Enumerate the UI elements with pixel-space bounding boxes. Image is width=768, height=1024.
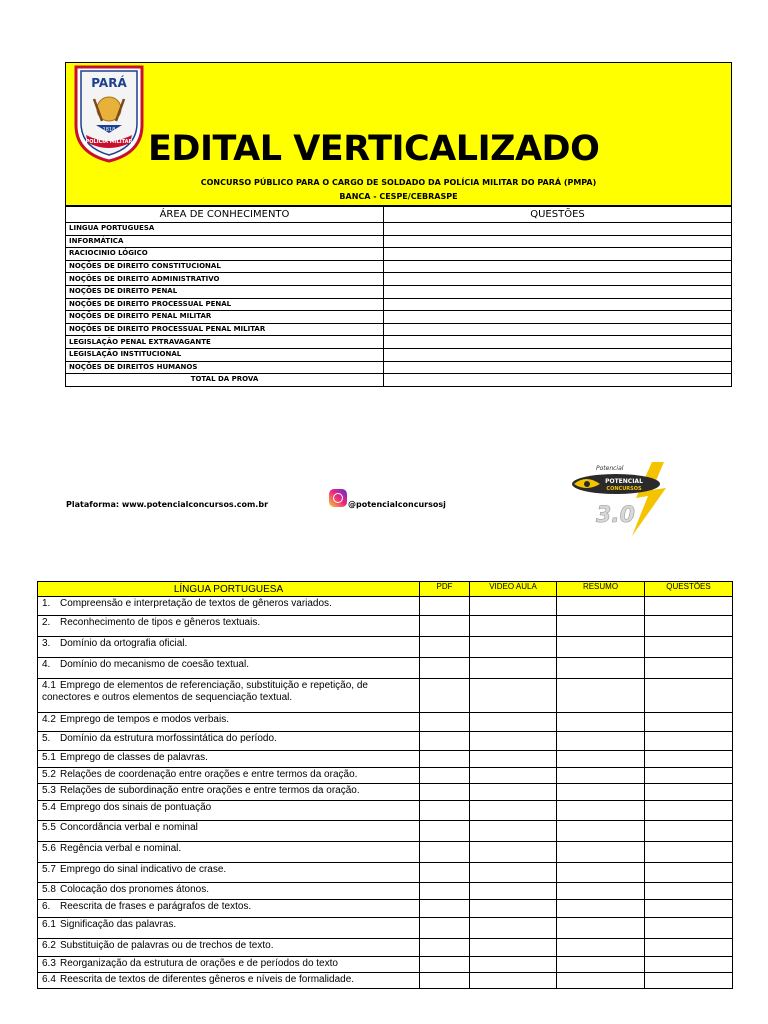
topic-text: Reorganização da estrutura de orações e de períodos do texto	[60, 958, 338, 969]
pdf-check[interactable]	[420, 637, 470, 658]
video-check[interactable]	[470, 957, 557, 973]
area-cell: NOÇÕES DE DIREITO PENAL MILITAR	[66, 311, 384, 324]
topic-cell	[38, 973, 420, 989]
summary-check[interactable]	[557, 939, 645, 957]
topic-number: 4.	[42, 659, 51, 670]
questions-check[interactable]	[645, 768, 733, 784]
questions-check[interactable]	[645, 918, 733, 939]
area-header: ÁREA DE CONHECIMENTO	[66, 207, 384, 223]
crest-text: PARÁ	[91, 76, 127, 90]
table-row	[66, 273, 732, 286]
pdf-check[interactable]	[420, 597, 470, 616]
table-row	[38, 900, 733, 918]
questions-check[interactable]	[645, 784, 733, 801]
table-row	[66, 248, 732, 261]
video-check[interactable]	[470, 616, 557, 637]
questions-check[interactable]	[645, 616, 733, 637]
topic-cell	[38, 863, 420, 883]
topic-cell	[38, 883, 420, 900]
questions-cell[interactable]	[384, 361, 732, 374]
topic-number: 5.3	[42, 785, 56, 796]
questions-check[interactable]	[645, 821, 733, 842]
table-row	[38, 637, 733, 658]
questions-check[interactable]	[645, 957, 733, 973]
topic-number: 5.2	[42, 769, 56, 780]
topic-text: Reconhecimento de tipos e gêneros textuais.	[60, 617, 261, 628]
area-cell: LEGISLAÇÃO INSTITUCIONAL	[66, 348, 384, 361]
total-cell[interactable]	[384, 374, 732, 387]
summary-check[interactable]	[557, 801, 645, 821]
summary-check[interactable]	[557, 957, 645, 973]
video-check[interactable]	[470, 900, 557, 918]
questions-check[interactable]	[645, 900, 733, 918]
pdf-check[interactable]	[420, 918, 470, 939]
table-row	[38, 768, 733, 784]
area-cell: NOÇÕES DE DIREITO PROCESSUAL PENAL	[66, 298, 384, 311]
pdf-check[interactable]	[420, 732, 470, 751]
summary-check[interactable]	[557, 637, 645, 658]
logo-name-1: POTENCIAL	[605, 478, 643, 485]
topic-text: Emprego dos sinais de pontuação	[60, 802, 212, 813]
pdf-header: PDF	[420, 582, 470, 597]
topic-text: Emprego de tempos e modos verbais.	[60, 714, 229, 725]
table-row	[66, 260, 732, 273]
pdf-check[interactable]	[420, 713, 470, 732]
page-title: EDITAL VERTICALIZADO	[148, 129, 600, 169]
instagram-handle[interactable]: @potencialconcursosj	[348, 500, 446, 509]
logo-name-2: CONCURSOS	[606, 486, 642, 492]
table-row	[66, 336, 732, 349]
pdf-check[interactable]	[420, 784, 470, 801]
logo-version: 3.0	[596, 503, 635, 528]
questions-check[interactable]	[645, 842, 733, 863]
summary-check[interactable]	[557, 863, 645, 883]
questions-cell[interactable]	[384, 285, 732, 298]
questions-header: QUESTÕES	[645, 582, 733, 597]
topic-number: 5.8	[42, 884, 56, 895]
area-cell: INFORMÁTICA	[66, 235, 384, 248]
table-row	[38, 973, 733, 989]
summary-check[interactable]	[557, 784, 645, 801]
video-check[interactable]	[470, 863, 557, 883]
pdf-check[interactable]	[420, 957, 470, 973]
video-check[interactable]	[470, 597, 557, 616]
summary-check[interactable]	[557, 768, 645, 784]
pdf-check[interactable]	[420, 821, 470, 842]
area-cell: NOÇÕES DE DIREITO PENAL	[66, 285, 384, 298]
summary-check[interactable]	[557, 751, 645, 768]
questions-cell[interactable]	[384, 311, 732, 324]
pdf-check[interactable]	[420, 973, 470, 989]
topic-number: 6.	[42, 901, 51, 912]
table-row	[38, 842, 733, 863]
questions-check[interactable]	[645, 973, 733, 989]
topic-text: Relações de coordenação entre orações e entre termos da oração.	[60, 769, 358, 780]
video-check[interactable]	[470, 637, 557, 658]
video-check[interactable]	[470, 679, 557, 713]
summary-check[interactable]	[557, 658, 645, 679]
questions-header: QUESTÕES	[384, 207, 732, 223]
questions-cell[interactable]	[384, 273, 732, 286]
logo-top-text: Potencial	[596, 465, 624, 472]
topic-text: Compreensão e interpretação de textos de gêneros variados.	[60, 598, 332, 609]
video-check[interactable]	[470, 939, 557, 957]
video-check[interactable]	[470, 713, 557, 732]
pdf-check[interactable]	[420, 768, 470, 784]
questions-cell[interactable]	[384, 298, 732, 311]
topic-number: 1.	[42, 598, 51, 609]
topic-cell	[38, 842, 420, 863]
topic-text: Emprego de elementos de referenciação, substituição e repetição, de conectores e outros elementos de sequenciação textual.	[42, 680, 368, 703]
crest-banner-text: POLÍCIA MILITAR	[85, 139, 133, 145]
area-cell: LINGUA PORTUGUESA	[66, 223, 384, 236]
video-check[interactable]	[470, 732, 557, 751]
questions-check[interactable]	[645, 751, 733, 768]
crest-year-text: 1818	[102, 127, 116, 133]
questions-check[interactable]	[645, 658, 733, 679]
video-check[interactable]	[470, 842, 557, 863]
questions-cell[interactable]	[384, 260, 732, 273]
video-check[interactable]	[470, 821, 557, 842]
topic-cell	[38, 751, 420, 768]
topic-number: 5.7	[42, 864, 56, 875]
subject-header: LÍNGUA PORTUGUESA	[38, 582, 420, 597]
topic-number: 6.4	[42, 974, 56, 985]
summary-check[interactable]	[557, 973, 645, 989]
video-check[interactable]	[470, 883, 557, 900]
table-row	[66, 298, 732, 311]
pdf-check[interactable]	[420, 939, 470, 957]
table-row	[38, 658, 733, 679]
table-row	[66, 348, 732, 361]
platform-link[interactable]: Plataforma: www.potencialconcursos.com.br	[66, 500, 269, 509]
questions-check[interactable]	[645, 732, 733, 751]
topic-text: Reescrita de textos de diferentes gêneros e níveis de formalidade.	[60, 974, 355, 985]
header-box	[65, 62, 732, 206]
pdf-check[interactable]	[420, 751, 470, 768]
topic-text: Reescrita de frases e parágrafos de textos.	[60, 901, 252, 912]
topic-cell	[38, 679, 420, 713]
subtitle-board: BANCA - CESPE/CEBRASPE	[339, 192, 458, 201]
area-cell: NOÇÕES DE DIREITO CONSTITUCIONAL	[66, 260, 384, 273]
table-row	[38, 751, 733, 768]
topic-text: Significação das palavras.	[60, 919, 177, 930]
topic-cell	[38, 768, 420, 784]
knowledge-area-table	[65, 206, 732, 387]
table-row	[38, 732, 733, 751]
summary-header: RESUMO	[557, 582, 645, 597]
questions-check[interactable]	[645, 883, 733, 900]
table-row	[38, 679, 733, 713]
topic-text: Colocação dos pronomes átonos.	[60, 884, 209, 895]
summary-check[interactable]	[557, 713, 645, 732]
table-row	[66, 285, 732, 298]
topic-cell	[38, 939, 420, 957]
table-row	[66, 361, 732, 374]
questions-check[interactable]	[645, 939, 733, 957]
video-header: VIDEO AULA	[470, 582, 557, 597]
questions-check[interactable]	[645, 637, 733, 658]
pdf-check[interactable]	[420, 801, 470, 821]
questions-cell[interactable]	[384, 248, 732, 261]
summary-check[interactable]	[557, 597, 645, 616]
topic-text: Concordância verbal e nominal	[60, 822, 198, 833]
summary-check[interactable]	[557, 732, 645, 751]
topic-cell	[38, 784, 420, 801]
questions-check[interactable]	[645, 679, 733, 713]
subtitle-contest: CONCURSO PÚBLICO PARA O CARGO DE SOLDADO DA POLÍCIA MILITAR DO PARÁ (PMPA)	[200, 178, 597, 187]
topic-number: 2.	[42, 617, 51, 628]
questions-check[interactable]	[645, 863, 733, 883]
area-cell: NOÇÕES DE DIREITO ADMINISTRATIVO	[66, 273, 384, 286]
video-check[interactable]	[470, 973, 557, 989]
portuguese-syllabus-table	[37, 581, 733, 989]
table-row	[66, 311, 732, 324]
total-label: TOTAL DA PROVA	[66, 374, 384, 387]
pdf-check[interactable]	[420, 883, 470, 900]
area-cell: LEGISLAÇÃO PENAL EXTRAVAGANTE	[66, 336, 384, 349]
table-row	[66, 223, 732, 236]
pdf-check[interactable]	[420, 658, 470, 679]
topic-text: Regência verbal e nominal.	[60, 843, 182, 854]
topic-cell	[38, 918, 420, 939]
table-row	[38, 597, 733, 616]
topic-number: 5.6	[42, 843, 56, 854]
video-check[interactable]	[470, 801, 557, 821]
questions-check[interactable]	[645, 801, 733, 821]
topic-cell	[38, 900, 420, 918]
topic-number: 5.	[42, 733, 51, 744]
table-row	[38, 939, 733, 957]
topic-number: 5.4	[42, 802, 56, 813]
questions-cell[interactable]	[384, 235, 732, 248]
pdf-check[interactable]	[420, 842, 470, 863]
questions-check[interactable]	[645, 597, 733, 616]
video-check[interactable]	[470, 918, 557, 939]
table-row	[38, 957, 733, 973]
instagram-icon	[329, 489, 347, 507]
topic-cell	[38, 732, 420, 751]
topic-number: 4.1	[42, 680, 56, 691]
table-row	[38, 863, 733, 883]
topic-text: Substituição de palavras ou de trechos de texto.	[60, 940, 274, 951]
table-row	[38, 713, 733, 732]
topic-text: Domínio do mecanismo de coesão textual.	[60, 659, 249, 670]
table-row	[38, 883, 733, 900]
topic-text: Domínio da ortografia oficial.	[60, 638, 188, 649]
topic-number: 5.1	[42, 752, 56, 763]
summary-check[interactable]	[557, 900, 645, 918]
area-cell: NOÇÕES DE DIREITO PROCESSUAL PENAL MILITAR	[66, 323, 384, 336]
topic-number: 6.1	[42, 919, 56, 930]
total-row	[66, 374, 732, 387]
topic-number: 6.2	[42, 940, 56, 951]
para-police-crest-icon	[72, 63, 146, 163]
topic-text: Domínio da estrutura morfossintática do período.	[60, 733, 277, 744]
video-check[interactable]	[470, 751, 557, 768]
topic-number: 4.2	[42, 714, 56, 725]
topic-cell	[38, 821, 420, 842]
topic-number: 5.5	[42, 822, 56, 833]
video-check[interactable]	[470, 784, 557, 801]
questions-cell[interactable]	[384, 323, 732, 336]
topic-cell	[38, 957, 420, 973]
topic-text: Relações de subordinação entre orações e entre termos da oração.	[60, 785, 360, 796]
topic-number: 3.	[42, 638, 51, 649]
table-row	[38, 821, 733, 842]
table-row	[38, 801, 733, 821]
summary-check[interactable]	[557, 821, 645, 842]
topic-text: Emprego de classes de palavras.	[60, 752, 208, 763]
video-check[interactable]	[470, 768, 557, 784]
video-check[interactable]	[470, 658, 557, 679]
topic-cell	[38, 713, 420, 732]
summary-check[interactable]	[557, 842, 645, 863]
summary-check[interactable]	[557, 616, 645, 637]
table-header-row	[38, 582, 733, 597]
area-cell: RACIOCINIO LÓGICO	[66, 248, 384, 261]
summary-check[interactable]	[557, 883, 645, 900]
table-row	[38, 784, 733, 801]
topic-cell	[38, 658, 420, 679]
table-row	[66, 235, 732, 248]
topic-cell	[38, 597, 420, 616]
table-row	[66, 323, 732, 336]
table-row	[38, 616, 733, 637]
questions-cell[interactable]	[384, 223, 732, 236]
topic-cell	[38, 616, 420, 637]
pdf-check[interactable]	[420, 679, 470, 713]
pdf-check[interactable]	[420, 863, 470, 883]
table-header-row	[66, 207, 732, 223]
table-row	[38, 918, 733, 939]
topic-cell	[38, 801, 420, 821]
pdf-check[interactable]	[420, 616, 470, 637]
pdf-check[interactable]	[420, 900, 470, 918]
topic-number: 6.3	[42, 958, 56, 969]
questions-check[interactable]	[645, 713, 733, 732]
area-cell: NOÇÕES DE DIREITOS HUMANOS	[66, 361, 384, 374]
topic-cell	[38, 637, 420, 658]
potencial-concursos-logo-icon	[566, 460, 686, 540]
questions-cell[interactable]	[384, 348, 732, 361]
summary-check[interactable]	[557, 679, 645, 713]
topic-text: Emprego do sinal indicativo de crase.	[60, 864, 227, 875]
questions-cell[interactable]	[384, 336, 732, 349]
summary-check[interactable]	[557, 918, 645, 939]
